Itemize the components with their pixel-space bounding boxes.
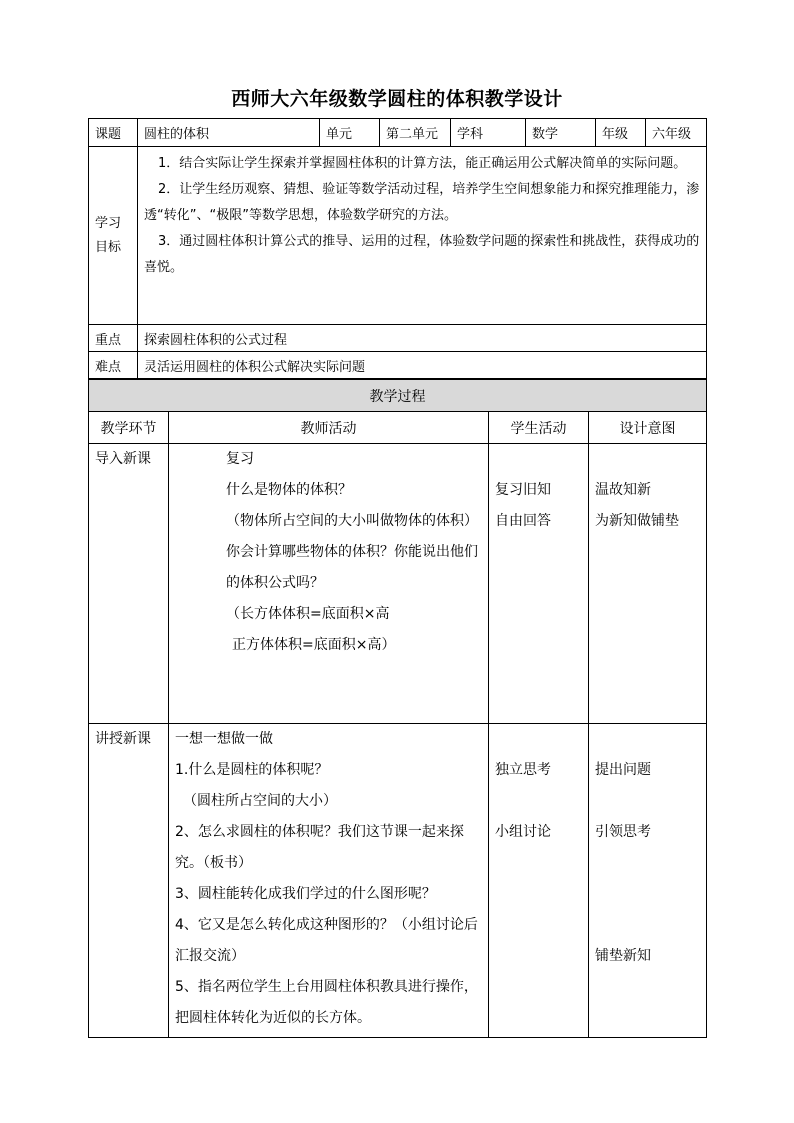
- subject-label: 课题: [89, 119, 138, 147]
- teacher-line: 2、怎么求圆柱的体积呢？我们这节课一起来探究。（板书）: [175, 824, 464, 871]
- key-point-label: 重点: [89, 325, 138, 352]
- stage-row-intro: [89, 444, 707, 724]
- teacher-line: 5、指名两位学生上台用圆柱体积教具进行操作，把圆柱体转化为近似的长方体。: [175, 979, 478, 1026]
- objectives-row: [89, 147, 707, 325]
- teacher-line: 什么是物体的体积？: [226, 482, 352, 498]
- header-intent: 设计意图: [589, 412, 707, 444]
- key-point-value: 探索圆柱体积的公式过程: [138, 325, 707, 352]
- process-header-row: [89, 412, 707, 444]
- student-activity: [489, 724, 589, 1038]
- teacher-line: （圆柱所占空间的大小）: [183, 793, 337, 809]
- info-row: [89, 119, 707, 147]
- intent-line: 铺垫新知: [595, 948, 651, 964]
- intent-line: [595, 786, 700, 817]
- design-intent: [589, 724, 707, 1038]
- design-intent: [589, 444, 707, 724]
- teacher-line: 复习: [226, 451, 254, 467]
- objective-item: 2．让学生经历观察、猜想、验证等数学活动过程，培养学生空间想象能力和探究推理能力，渗透“转化”、“极限”等数学思想，体验数学研究的方法。: [144, 182, 700, 223]
- discipline-label: 学科: [451, 119, 526, 147]
- teacher-activity: [169, 444, 489, 724]
- difficulty-row: [89, 352, 707, 379]
- header-teacher: 教师活动: [169, 412, 489, 444]
- intent-line: [595, 848, 700, 879]
- student-line: 独立思考: [495, 762, 551, 778]
- teacher-line: 你会计算哪些物体的体积？你能说出他们的体积公式吗？: [226, 544, 478, 591]
- difficulty-label: 难点: [89, 352, 138, 379]
- intent-line: 提出问题: [595, 762, 651, 778]
- student-line: 自由回答: [495, 513, 551, 529]
- grade-value: 六年级: [646, 119, 707, 147]
- process-heading: 教学过程: [89, 380, 707, 412]
- intent-line: [595, 444, 700, 475]
- stage-name: 讲授新课: [89, 724, 169, 1038]
- teacher-line: （物体所占空间的大小叫做物体的体积）: [226, 513, 478, 529]
- teacher-activity: [169, 724, 489, 1038]
- difficulty-value: 灵活运用圆柱的体积公式解决实际问题: [138, 352, 707, 379]
- student-line: [495, 724, 582, 755]
- student-line: 小组讨论: [495, 824, 551, 840]
- teacher-line: 1.什么是圆柱的体积呢？: [175, 762, 329, 778]
- stage-name: 导入新课: [89, 444, 169, 724]
- lesson-info-table: [88, 118, 707, 379]
- intent-line: [595, 910, 700, 941]
- intent-line: 引领思考: [595, 824, 651, 840]
- teacher-line: （长方体体积=底面积×高: [226, 606, 390, 622]
- student-line: [495, 444, 582, 475]
- subject-value: 圆柱的体积: [138, 119, 320, 147]
- student-line: [495, 786, 582, 817]
- teacher-line: 一想一想做一做: [175, 731, 273, 747]
- student-line: 复习旧知: [495, 482, 551, 498]
- teacher-line: 4、它又是怎么转化成这种图形的？（小组讨论后汇报交流）: [175, 917, 478, 964]
- header-student: 学生活动: [489, 412, 589, 444]
- teacher-line: 正方体体积=底面积×高）: [232, 637, 396, 653]
- unit-label: 单元: [320, 119, 380, 147]
- grade-label: 年级: [596, 119, 646, 147]
- intent-line: [595, 724, 700, 755]
- document-title: 西师大六年级数学圆柱的体积教学设计: [231, 88, 563, 110]
- stage-row-new: [89, 724, 707, 1038]
- intent-line: 温故知新: [595, 482, 651, 498]
- header-stage: 教学环节: [89, 412, 169, 444]
- intent-line: [595, 879, 700, 910]
- objective-item: 3．通过圆柱体积计算公式的推导、运用的过程，体验数学问题的探索性和挑战性，获得成功的喜悦。: [144, 234, 700, 275]
- objectives-label-line1: 学习: [95, 215, 122, 231]
- objectives-label-line2: 目标: [95, 239, 122, 255]
- intent-line: 为新知做铺垫: [595, 513, 679, 529]
- key-point-row: [89, 325, 707, 352]
- objectives-content: [138, 147, 707, 325]
- objective-item: 1．结合实际让学生探索并掌握圆柱体积的计算方法，能正确运用公式解决简单的实际问题。: [158, 156, 687, 171]
- teacher-line: 3、圆柱能转化成我们学过的什么图形呢？: [175, 886, 436, 902]
- objectives-label: [89, 147, 138, 325]
- discipline-value: 数学: [526, 119, 596, 147]
- teaching-process-table: [88, 379, 707, 1038]
- student-activity: [489, 444, 589, 724]
- unit-value: 第二单元: [380, 119, 451, 147]
